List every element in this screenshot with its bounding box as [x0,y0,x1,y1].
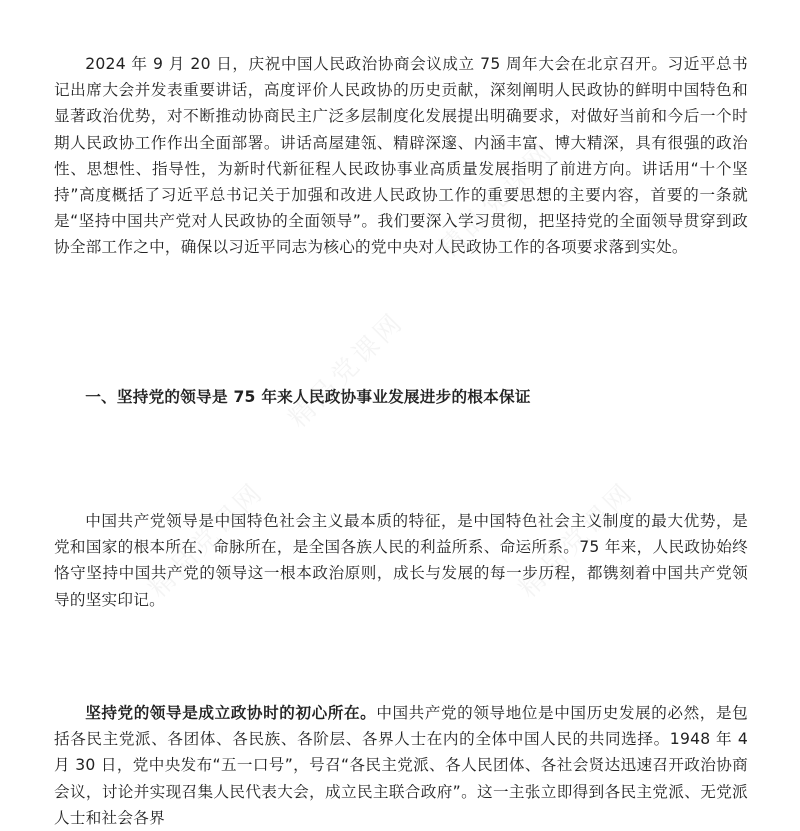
body-paragraph [54,700,748,831]
paragraph-lead-sentence: 坚持党的领导是成立政协时的初心所在。 [85,704,377,722]
body-paragraph: 中国共产党领导是中国特色社会主义最本质的特征，是中国特色社会主义制度的最大优势，是党和国家的根本所在、命脉所在，是全国各族人民的利益所系、命运所系。75 年来，人民政协始终恪守坚持中国共产党的领导这一根本政治原则，成长与发展的每一步历程，都镌刻着中国共产党领导的坚实印记。 [54,512,748,609]
watermark: 精品党课网 [433,136,561,264]
paragraph-body-text: 中国共产党的领导地位是中国历史发展的必然，是包括各民主党派、各团体、各民族、各阶层、各界人士在内的全体中国人民的共同选择。1948 年 4 月 30 日，党中央发布“五一口号”，号召“各民主党派、各人民团体、各社会贤达迅速召开政治协商会议，讨论并实现召集人民代表大会，成立民主联合政府”。这一主张立即得到各民主党派、无党派人士和社会各界 [54,704,748,827]
section-heading: 一、坚持党的领导是 75 年来人民政协事业发展进步的根本保证 [85,388,531,406]
watermark: 精品党课网 [143,476,271,604]
intro-paragraph: 2024 年 9 月 20 日，庆祝中国人民政治协商会议成立 75 周年大会在北京召开。习近平总书记出席大会并发表重要讲话，高度评价人民政协的历史贡献，深刻阐明人民政协的鲜明中国特色和显著政治优势，对不断推动协商民主广泛多层制度化发展提出明确要求，对做好当前和今后一个时期人民政协工作作出全面部署。讲话高屋建瓴、精辟深邃、内涵丰富、博大精深，具有很强的政治性、思想性、指导性，为新时代新征程人民政协事业高质量发展指明了前进方向。讲话用“十个坚持”高度概括了习近平总书记关于加强和改进人民政协工作的重要思想的主要内容，首要的一条就是“坚持中国共产党对人民政协的全面领导”。我们要深入学习贯彻，把坚持党的全面领导贯穿到政协全部工作之中，确保以习近平同志为核心的党中央对人民政协工作的各项要求落到实处。 [54,55,748,257]
watermark: 精品党课网 [283,306,411,434]
watermark: 精品党课网 [513,476,641,604]
